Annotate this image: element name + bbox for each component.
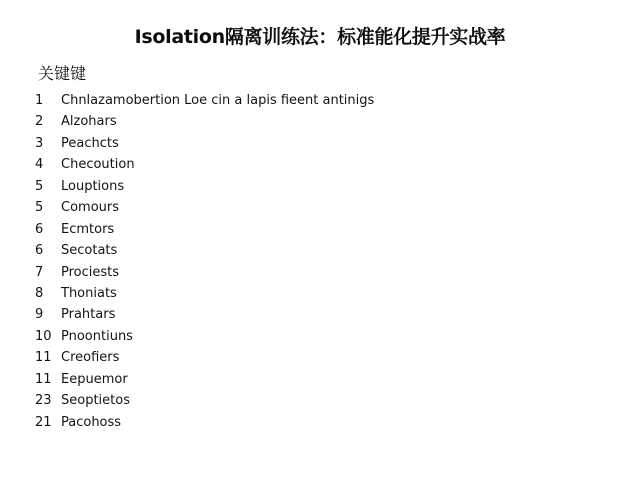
list-item <box>35 326 374 347</box>
list-item-text: Secotats <box>61 243 118 259</box>
list-item-number: 1 <box>35 93 44 108</box>
list-item-text: Pacohoss <box>61 414 122 430</box>
list-item <box>35 283 374 304</box>
document-title: Isolation隔离训练法：标准能化提升实战率 <box>134 26 506 48</box>
list-item <box>35 90 374 111</box>
list-item <box>35 219 374 240</box>
list-item <box>35 304 374 325</box>
list-item-number: 5 <box>35 178 44 194</box>
list-item <box>35 262 374 283</box>
list-item <box>35 197 374 218</box>
list-item-number: 21 <box>35 414 52 430</box>
list-item <box>35 347 374 368</box>
list-item-text: Ecmtors <box>61 221 115 237</box>
list-item <box>35 133 374 154</box>
list-item-number: 9 <box>35 307 44 323</box>
list-item-number: 6 <box>35 221 44 237</box>
list-item <box>35 390 374 411</box>
list-item-text: Eepuemor <box>61 371 128 387</box>
list-item-text: Pnoontiuns <box>61 328 133 344</box>
list-item <box>35 412 374 433</box>
list-item-text: Seoptietos <box>61 393 130 409</box>
list-item <box>35 154 374 175</box>
list-item-text: Thoniats <box>61 285 117 301</box>
list-item-text: Checoution <box>61 157 135 173</box>
list-item-number: 5 <box>35 200 44 216</box>
list-item-number: 23 <box>35 393 52 409</box>
section-heading: 关键键 <box>38 64 87 83</box>
list-item-number: 10 <box>35 328 52 344</box>
list-item-text: Prociests <box>61 264 120 280</box>
keyword-list <box>35 90 374 433</box>
list-item-text: Peachcts <box>61 135 119 151</box>
list-item-number: 3 <box>35 135 44 151</box>
list-item-number: 4 <box>35 157 44 173</box>
list-item-text: Prahtars <box>61 307 116 323</box>
list-item-text: Comours <box>61 200 120 216</box>
list-item-text: Alzohars <box>61 114 117 130</box>
list-item <box>35 369 374 390</box>
list-item <box>35 111 374 132</box>
list-item-text: Chnlazamobertion Loe cin a lapis fieent antinigs <box>61 93 375 108</box>
list-item-number: 6 <box>35 243 44 259</box>
list-item-text: Louptions <box>61 178 125 194</box>
list-item-text: Creofiers <box>61 350 120 366</box>
list-item-number: 11 <box>35 371 52 387</box>
list-item-number: 2 <box>35 114 44 130</box>
list-item <box>35 176 374 197</box>
list-item-number: 11 <box>35 350 52 366</box>
list-item-number: 8 <box>35 285 44 301</box>
list-item <box>35 240 374 261</box>
list-item-number: 7 <box>35 264 44 280</box>
